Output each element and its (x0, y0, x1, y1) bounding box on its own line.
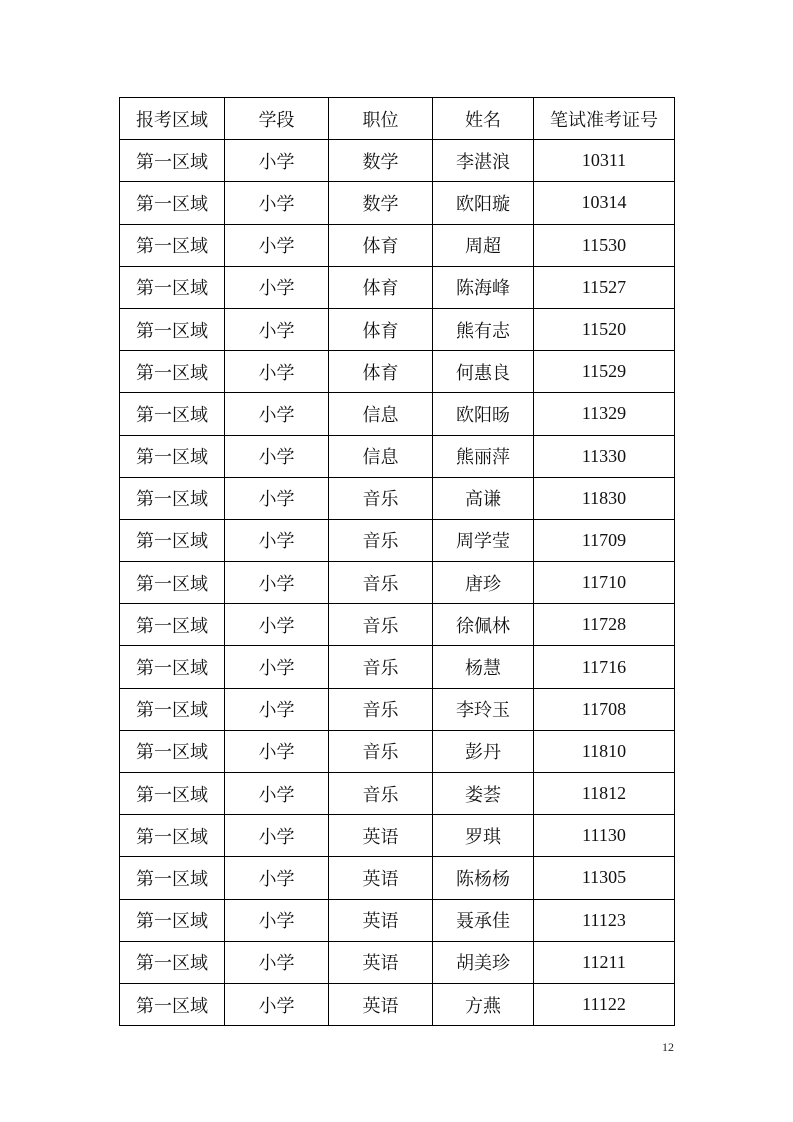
cell-name: 徐佩林 (433, 604, 534, 646)
cell-position: 音乐 (329, 646, 433, 688)
cell-region: 第一区域 (120, 308, 225, 350)
table-row (120, 688, 675, 730)
cell-region: 第一区域 (120, 562, 225, 604)
table-row (120, 224, 675, 266)
cell-region: 第一区域 (120, 983, 225, 1025)
cell-name: 何惠良 (433, 351, 534, 393)
cell-stage: 小学 (225, 224, 329, 266)
cell-name: 周超 (433, 224, 534, 266)
cell-region: 第一区域 (120, 140, 225, 182)
cell-exam-number: 11529 (534, 351, 675, 393)
cell-stage: 小学 (225, 477, 329, 519)
cell-name: 胡美珍 (433, 941, 534, 983)
cell-region: 第一区域 (120, 730, 225, 772)
cell-region: 第一区域 (120, 477, 225, 519)
cell-position: 英语 (329, 983, 433, 1025)
cell-stage: 小学 (225, 688, 329, 730)
cell-name: 欧阳璇 (433, 182, 534, 224)
cell-position: 英语 (329, 941, 433, 983)
cell-position: 音乐 (329, 477, 433, 519)
cell-stage: 小学 (225, 941, 329, 983)
cell-name: 欧阳旸 (433, 393, 534, 435)
table-row (120, 393, 675, 435)
cell-name: 娄荟 (433, 773, 534, 815)
cell-exam-number: 11329 (534, 393, 675, 435)
cell-position: 英语 (329, 815, 433, 857)
table-row (120, 519, 675, 561)
cell-name: 杨慧 (433, 646, 534, 688)
table-row (120, 308, 675, 350)
cell-stage: 小学 (225, 182, 329, 224)
header-stage: 学段 (225, 98, 329, 140)
cell-region: 第一区域 (120, 351, 225, 393)
table-row (120, 477, 675, 519)
table-row (120, 983, 675, 1025)
cell-name: 聂承佳 (433, 899, 534, 941)
cell-stage: 小学 (225, 140, 329, 182)
cell-region: 第一区域 (120, 899, 225, 941)
table-row (120, 815, 675, 857)
header-region: 报考区域 (120, 98, 225, 140)
cell-region: 第一区域 (120, 182, 225, 224)
cell-position: 英语 (329, 857, 433, 899)
cell-stage: 小学 (225, 519, 329, 561)
cell-exam-number: 11830 (534, 477, 675, 519)
table-row (120, 941, 675, 983)
cell-stage: 小学 (225, 646, 329, 688)
cell-exam-number: 11530 (534, 224, 675, 266)
cell-region: 第一区域 (120, 435, 225, 477)
cell-position: 音乐 (329, 773, 433, 815)
header-row (120, 98, 675, 140)
cell-position: 音乐 (329, 730, 433, 772)
cell-stage: 小学 (225, 393, 329, 435)
cell-region: 第一区域 (120, 519, 225, 561)
cell-exam-number: 11130 (534, 815, 675, 857)
cell-position: 体育 (329, 224, 433, 266)
cell-position: 体育 (329, 266, 433, 308)
cell-stage: 小学 (225, 435, 329, 477)
cell-position: 音乐 (329, 562, 433, 604)
cell-name: 唐珍 (433, 562, 534, 604)
cell-exam-number: 11122 (534, 983, 675, 1025)
cell-position: 音乐 (329, 519, 433, 561)
candidate-table (119, 97, 675, 1026)
table-row (120, 604, 675, 646)
page-number: 12 (662, 1040, 674, 1054)
cell-region: 第一区域 (120, 646, 225, 688)
cell-exam-number: 10314 (534, 182, 675, 224)
table-row (120, 140, 675, 182)
table-row (120, 562, 675, 604)
cell-exam-number: 11716 (534, 646, 675, 688)
cell-name: 陈杨杨 (433, 857, 534, 899)
cell-exam-number: 11710 (534, 562, 675, 604)
cell-exam-number: 11305 (534, 857, 675, 899)
cell-exam-number: 11123 (534, 899, 675, 941)
cell-region: 第一区域 (120, 604, 225, 646)
table-row (120, 730, 675, 772)
table-row (120, 182, 675, 224)
cell-exam-number: 11709 (534, 519, 675, 561)
cell-region: 第一区域 (120, 224, 225, 266)
cell-exam-number: 11211 (534, 941, 675, 983)
cell-name: 李玲玉 (433, 688, 534, 730)
cell-stage: 小学 (225, 857, 329, 899)
table-row (120, 773, 675, 815)
cell-name: 熊丽萍 (433, 435, 534, 477)
header-exam-number: 笔试准考证号 (534, 98, 675, 140)
cell-region: 第一区域 (120, 266, 225, 308)
table-row (120, 857, 675, 899)
cell-region: 第一区域 (120, 393, 225, 435)
cell-position: 数学 (329, 182, 433, 224)
cell-position: 信息 (329, 435, 433, 477)
cell-stage: 小学 (225, 351, 329, 393)
table-row (120, 266, 675, 308)
cell-stage: 小学 (225, 899, 329, 941)
cell-position: 体育 (329, 351, 433, 393)
cell-exam-number: 11708 (534, 688, 675, 730)
cell-name: 方燕 (433, 983, 534, 1025)
cell-stage: 小学 (225, 983, 329, 1025)
table-row (120, 435, 675, 477)
cell-stage: 小学 (225, 308, 329, 350)
cell-region: 第一区域 (120, 815, 225, 857)
cell-exam-number: 10311 (534, 140, 675, 182)
cell-exam-number: 11330 (534, 435, 675, 477)
cell-region: 第一区域 (120, 688, 225, 730)
cell-exam-number: 11520 (534, 308, 675, 350)
cell-position: 信息 (329, 393, 433, 435)
cell-name: 熊有志 (433, 308, 534, 350)
cell-name: 彭丹 (433, 730, 534, 772)
header-position: 职位 (329, 98, 433, 140)
cell-name: 高谦 (433, 477, 534, 519)
cell-position: 英语 (329, 899, 433, 941)
cell-position: 音乐 (329, 688, 433, 730)
cell-position: 音乐 (329, 604, 433, 646)
cell-region: 第一区域 (120, 773, 225, 815)
cell-name: 李湛浪 (433, 140, 534, 182)
cell-name: 罗琪 (433, 815, 534, 857)
cell-stage: 小学 (225, 773, 329, 815)
cell-region: 第一区域 (120, 857, 225, 899)
table-row (120, 646, 675, 688)
cell-name: 周学莹 (433, 519, 534, 561)
cell-exam-number: 11527 (534, 266, 675, 308)
cell-exam-number: 11812 (534, 773, 675, 815)
cell-stage: 小学 (225, 266, 329, 308)
cell-position: 数学 (329, 140, 433, 182)
table-row (120, 351, 675, 393)
cell-name: 陈海峰 (433, 266, 534, 308)
cell-exam-number: 11810 (534, 730, 675, 772)
cell-stage: 小学 (225, 730, 329, 772)
cell-stage: 小学 (225, 562, 329, 604)
cell-stage: 小学 (225, 604, 329, 646)
header-name: 姓名 (433, 98, 534, 140)
cell-position: 体育 (329, 308, 433, 350)
cell-region: 第一区域 (120, 941, 225, 983)
table-row (120, 899, 675, 941)
cell-stage: 小学 (225, 815, 329, 857)
cell-exam-number: 11728 (534, 604, 675, 646)
